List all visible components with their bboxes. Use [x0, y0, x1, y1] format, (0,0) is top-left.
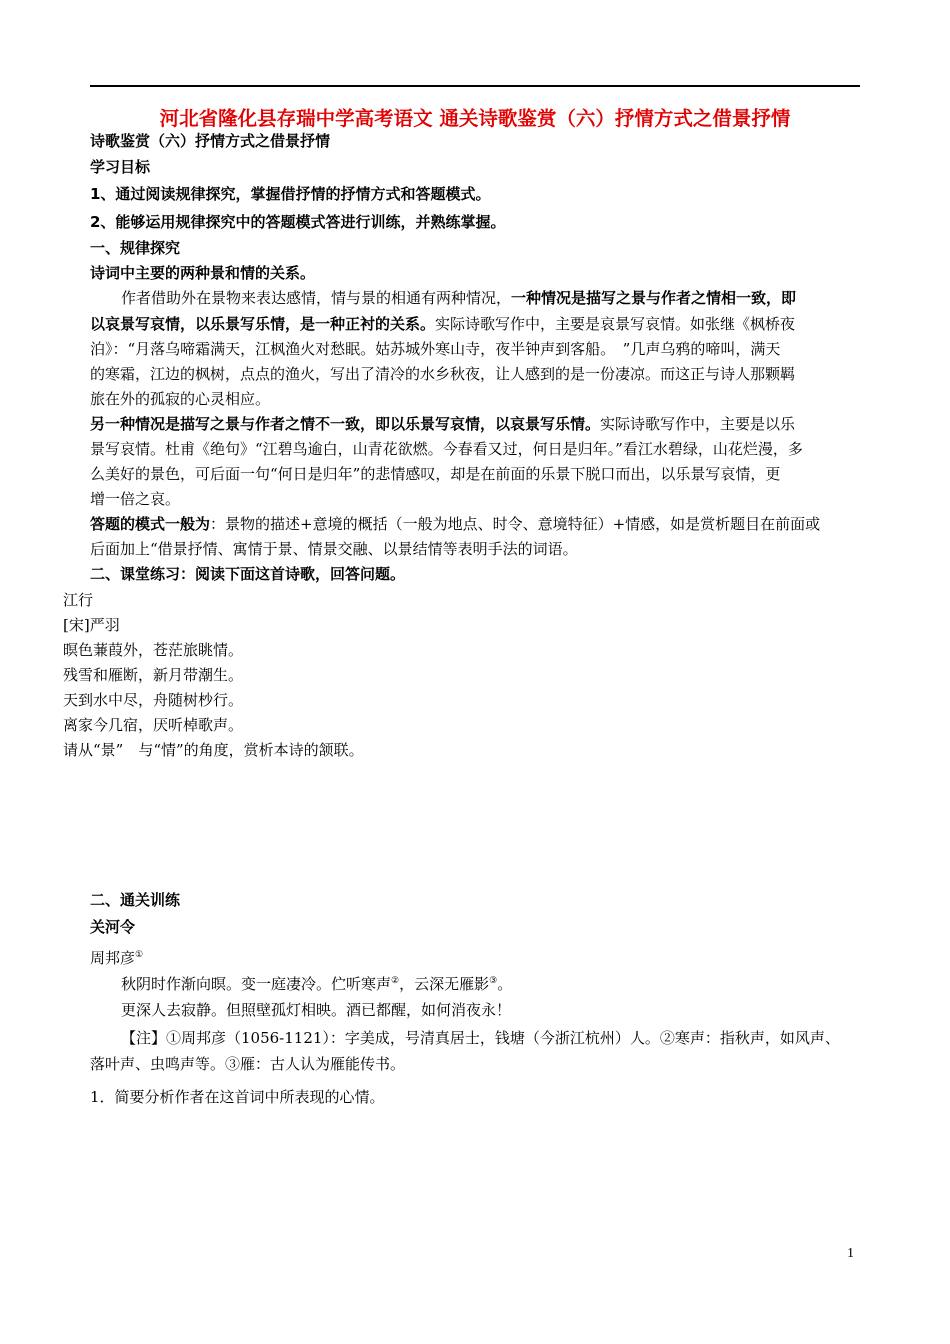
para2-line1 [90, 414, 795, 434]
author-footnote-mark: ① [135, 950, 144, 960]
exercise-question: 请从“景” 与“情”的角度，赏析本诗的颔联。 [63, 741, 364, 759]
para1-line3: 泊》：“月落乌啼霜满天，江枫渔火对愁眠。姑苏城外寒山寺，夜半钟声到客船。 ”几声乌鸦的啼叫，满天 [90, 340, 781, 358]
lesson-subtitle: 诗歌鉴赏（六）抒情方式之借景抒情 [90, 132, 331, 150]
section1-heading: 一、规律探究 [90, 239, 181, 257]
author-name: 周邦彦 [90, 949, 136, 967]
ci-line-1-part-b: ，云深无雁影 [399, 975, 490, 993]
poem-author-zhoubangyan [90, 945, 143, 968]
footnote-mark-3: ③ [489, 976, 498, 986]
poem-title-jiangxing: 江行 [63, 591, 94, 609]
para1-line5: 旅在外的孤寂的心灵相应。 [90, 390, 271, 408]
ci-line-1 [121, 971, 512, 994]
para1-line2-text: 实际诗歌写作中，主要是哀景写哀情。如张继《枫桥夜 [435, 315, 796, 333]
poem-title-guanheling: 关河令 [90, 918, 136, 936]
document-title: 河北省隆化县存瑞中学高考语文 通关诗歌鉴赏（六）抒情方式之借景抒情 [159, 107, 791, 130]
para2-line3: 么美好的景色，可后面一句“何日是归年”的悲情感叹，却是在前面的乐景下脱口而出，以乐景写哀情，更 [90, 465, 781, 483]
section3-heading: 二、通关训练 [90, 891, 181, 909]
poem-line-1: 暝色蒹葭外，苍茫旅眺情。 [63, 641, 244, 659]
section1-subheading: 诗词中主要的两种景和情的关系。 [90, 264, 316, 282]
notes-line-1: 【注】①周邦彦（1056-1121）：字美成，号清真居士，钱塘（今浙江杭州）人。②寒声：指秋声，如风声、 [121, 1029, 840, 1047]
ci-line-2: 更深人去寂静。但照壁孤灯相映。酒已都醒，如何消夜永！ [121, 1001, 512, 1019]
para1-line1 [121, 288, 796, 308]
poem-line-4: 离家今几宿，厌听棹歌声。 [63, 716, 244, 734]
goal-1: 1、通过阅读规律探究，掌握借抒情的抒情方式和答题模式。 [90, 185, 491, 203]
section2-heading: 二、课堂练习：阅读下面这首诗歌，回答问题。 [90, 565, 406, 583]
para1-line1-text: 作者借助外在景物来表达感情，情与景的相通有两种情况， [121, 289, 512, 307]
question-1: 1．简要分析作者在这首词中所表现的心情。 [90, 1088, 385, 1106]
para1-line2-bold: 以哀景写哀情，以乐景写乐情，是一种正衬的关系。 [90, 315, 436, 333]
para3-line2: 后面加上“借景抒情、寓情于景、情景交融、以景结情等表明手法的词语。 [90, 540, 578, 558]
para3-line1 [90, 514, 820, 534]
header-rule [90, 85, 860, 87]
para2-line1-text: 实际诗歌写作中，主要是以乐 [600, 415, 796, 433]
para3-line1-text: ：景物的描述+意境的概括（一般为地点、时令、意境特征）+情感，如是赏析题目在前面或 [210, 515, 821, 533]
poem-line-2: 残雪和雁断，新月带潮生。 [63, 666, 244, 684]
para1-line2 [90, 314, 795, 334]
para2-line2: 景写哀情。杜甫《绝句》“江碧鸟逾白，山青花欲燃。今春看又过，何日是归年。”看江水碧绿，山花烂漫，多 [90, 440, 803, 458]
para1-line1-bold: 一种情况是描写之景与作者之情相一致，即 [511, 289, 797, 307]
ci-line-1-part-a: 秋阴时作渐向暝。变一庭凄冷。伫听寒声 [121, 975, 392, 993]
footnote-mark-2: ② [391, 976, 400, 986]
para2-line4: 增一倍之哀。 [90, 490, 181, 508]
para2-line1-bold: 另一种情况是描写之景与作者之情不一致，即以乐景写哀情，以哀景写乐情。 [90, 415, 601, 433]
poem-line-3: 天到水中尽，舟随树杪行。 [63, 691, 244, 709]
para1-line4: 的寒霜，江边的枫树，点点的渔火，写出了清冷的水乡秋夜，让人感到的是一份凄凉。而这正与诗人那颗羁 [90, 365, 796, 383]
para3-line1-bold: 答题的模式一般为 [90, 515, 211, 533]
page-number: 1 [847, 1246, 854, 1261]
notes-line-2: 落叶声、虫鸣声等。③雁：古人认为雁能传书。 [90, 1055, 406, 1073]
poem-author-yanyu: [宋]严羽 [63, 616, 120, 634]
goals-heading: 学习目标 [90, 158, 151, 176]
goal-2: 2、能够运用规律探究中的答题模式答进行训练，并熟练掌握。 [90, 213, 506, 231]
ci-line-1-part-c: 。 [497, 975, 513, 993]
